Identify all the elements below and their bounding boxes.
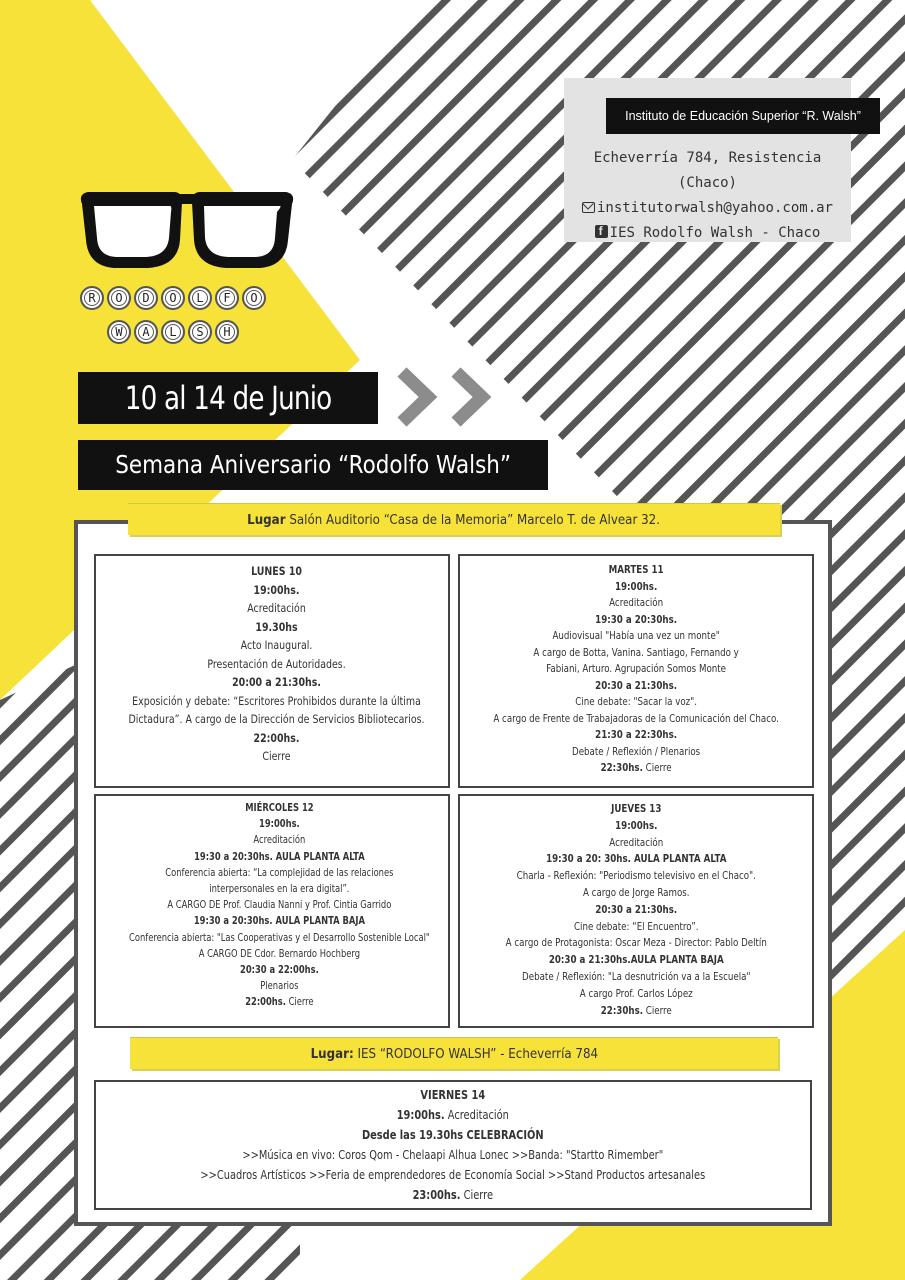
day-heading — [128, 562, 424, 581]
day-box-viernes — [94, 1080, 812, 1210]
schedule-text: Debate / Reflexión: "La desnutrición va a la Escuela" — [521, 970, 751, 983]
logo-letter-circle: O — [161, 286, 185, 310]
schedule-text: A cargo Prof. Carlos López — [579, 987, 693, 1000]
schedule-text: Debate / Reflexión / Plenarios — [571, 745, 701, 758]
schedule-line — [505, 935, 766, 952]
schedule-line — [129, 882, 430, 898]
venue-text: IES “RODOLFO WALSH” - Echeverría 784 — [357, 1046, 598, 1062]
logo-letter-circle: D — [134, 286, 158, 310]
schedule-text: Fabiani, Arturo. Agrupación Somos Monte — [546, 663, 726, 675]
schedule-text: Audiovisual "Había una vez un monte" — [552, 630, 720, 642]
schedule-text: Exposición y debate: “Escritores Prohibidos durante la última — [132, 693, 421, 708]
logo-letters-rodolfo — [80, 286, 266, 310]
schedule-time: 20:00 a 21:30hs. — [232, 675, 321, 689]
schedule-line — [128, 655, 424, 674]
schedule-line — [128, 673, 424, 692]
schedule-line — [128, 729, 424, 748]
schedule-text: >>Música en vivo: Coros Qom - Chelaapi Alhua Lonec >>Banda: "Startto Rimember" — [242, 1148, 664, 1162]
schedule-time: 19:00hs. — [259, 819, 300, 831]
schedule-line — [128, 636, 424, 655]
day-box-martes — [458, 554, 814, 788]
institute-email-row[interactable] — [564, 196, 851, 221]
facebook-icon — [595, 225, 608, 238]
date-text: 10 al 14 de Junio — [124, 379, 332, 417]
schedule-line — [128, 747, 424, 766]
logo-letter-circle: R — [80, 286, 104, 310]
schedule-line — [129, 914, 430, 930]
schedule-time: 19.30hs — [255, 619, 298, 634]
schedule-line — [201, 1145, 706, 1165]
schedule-text: Charla - Reflexión: "Periodismo televisivo en el Chaco". — [516, 870, 756, 883]
schedule-time: 22:00hs. — [245, 997, 286, 1009]
institute-facebook-row[interactable] — [564, 221, 851, 246]
schedule-line — [493, 628, 779, 645]
day-box-lunes — [94, 554, 450, 788]
schedule-text: Cierre — [642, 1004, 672, 1017]
schedule-text: Cine debate: “El Encuentro”. — [573, 920, 699, 933]
institute-email[interactable]: institutorwalsh@yahoo.com.ar — [596, 200, 833, 216]
glasses-logo-icon — [78, 186, 296, 272]
schedule-text: A CARGO DE Prof. Claudia Nanni y Prof. Cintia Garrido — [167, 900, 392, 912]
schedule-line — [505, 885, 766, 902]
schedule-time: JUEVES 13 — [610, 803, 662, 815]
schedule-line — [201, 1105, 706, 1125]
schedule-line — [505, 851, 766, 868]
schedule-line — [128, 710, 424, 729]
logo-letter-circle: S — [188, 320, 212, 344]
logo-letter-circle: O — [242, 286, 266, 310]
logo-letter-circle: W — [107, 320, 131, 344]
schedule-text: >>Cuadros Artísticos >>Feria de emprendedores de Economía Social >>Stand Productos artesanales — [200, 1168, 706, 1182]
schedule-time: MIÉRCOLES 12 — [245, 803, 314, 814]
schedule-text: Cierre — [285, 997, 314, 1009]
schedule-line — [505, 868, 766, 885]
schedule-line — [128, 581, 424, 600]
schedule-line — [129, 866, 430, 882]
schedule-text: Conferencia abierta: "Las Cooperativas y el Desarrollo Sostenible Local" — [129, 932, 430, 944]
schedule-line — [129, 947, 430, 963]
schedule-time: MARTES 11 — [608, 564, 664, 576]
schedule-text: A cargo de Frente de Trabajadoras de la Comunicación del Chaco. — [493, 712, 779, 725]
schedule-line — [201, 1165, 706, 1185]
schedule-text: Acreditación — [609, 836, 663, 849]
institute-address: Echeverría 784, Resistencia (Chaco) — [593, 150, 822, 191]
schedule-time: 22:30hs. — [600, 762, 643, 774]
venue-label: Lugar — [247, 512, 286, 528]
day-box-jueves — [458, 794, 814, 1028]
logo-letter-circle: L — [161, 320, 185, 344]
logo-letter-circle: O — [107, 286, 131, 310]
schedule-time: 20:30 a 21:30hs. — [595, 903, 677, 916]
institute-info-box — [564, 78, 861, 242]
schedule-line — [129, 850, 430, 866]
schedule-time: 19:30 a 20: 30hs. AULA PLANTA ALTA — [545, 853, 727, 866]
schedule-text: Cierre — [262, 749, 291, 763]
event-title: Semana Aniversario “Rodolfo Walsh” — [115, 450, 511, 479]
day-heading — [201, 1085, 706, 1105]
schedule-line — [128, 692, 424, 711]
event-title-banner — [78, 440, 548, 490]
logo-letter-circle: L — [188, 286, 212, 310]
schedule-line — [129, 995, 430, 1011]
schedule-text: Dictadura”. A cargo de la Dirección de Servicios Bibliotecarios. — [128, 712, 425, 726]
schedule-time: Desde las 19.30hs CELEBRACIÓN — [362, 1128, 544, 1142]
day-box-miercoles — [94, 794, 450, 1028]
schedule-line — [201, 1125, 706, 1145]
schedule-line — [493, 744, 779, 761]
schedule-time: 19:00hs. — [396, 1108, 445, 1122]
venue-banner-1 — [128, 503, 780, 535]
schedule-time: 20:30 a 22:00hs. — [240, 965, 319, 977]
date-banner — [78, 372, 378, 424]
schedule-text: interpersonales en la era digital”. — [209, 884, 350, 896]
schedule-line — [129, 898, 430, 914]
logo-letter-circle: H — [215, 320, 239, 344]
institute-facebook[interactable]: IES Rodolfo Walsh - Chaco — [609, 225, 821, 241]
schedule-line — [505, 902, 766, 919]
schedule-line — [129, 817, 430, 833]
logo-letters-walsh — [107, 320, 239, 344]
schedule-text: Acreditación — [444, 1108, 510, 1122]
schedule-text: A cargo de Protagonista: Oscar Meza - Director: Pablo Deltín — [505, 937, 767, 950]
schedule-time: 22:00hs. — [253, 730, 300, 745]
day-heading — [493, 562, 779, 579]
schedule-time: 19:30 a 20:30hs. — [595, 613, 677, 626]
mail-icon — [582, 202, 595, 213]
schedule-text: Acreditación — [609, 597, 663, 609]
schedule-time: 19:00hs. — [253, 582, 300, 597]
schedule-line — [505, 952, 766, 969]
schedule-line — [493, 579, 779, 596]
day-heading — [129, 801, 430, 817]
schedule-line — [129, 963, 430, 979]
schedule-line — [493, 661, 779, 678]
venue-text: Salón Auditorio “Casa de la Memoria” Marcelo T. de Alvear 32. — [289, 512, 661, 528]
schedule-time: VIERNES 14 — [420, 1088, 486, 1102]
schedule-line — [128, 618, 424, 637]
schedule-line — [505, 986, 766, 1003]
venue-banner-2 — [130, 1037, 778, 1069]
schedule-time: 19:00hs. — [614, 580, 658, 593]
institute-name: Instituto de Educación Superior “R. Walsh” — [606, 98, 880, 134]
schedule-text: Acto Inaugural. — [240, 638, 313, 652]
logo-letter-circle: F — [215, 286, 239, 310]
schedule-line — [493, 612, 779, 629]
schedule-time: 20:30 a 21:30hs.AULA PLANTA BAJA — [548, 954, 724, 967]
schedule-line — [129, 931, 430, 947]
double-chevron-icon — [392, 366, 502, 428]
schedule-line — [493, 694, 779, 711]
schedule-text: Plenarios — [260, 981, 299, 993]
schedule-line — [493, 595, 779, 612]
schedule-line — [128, 599, 424, 618]
schedule-line — [493, 727, 779, 744]
schedule-text: Cine debate: "Sacar la voz". — [575, 696, 697, 708]
schedule-line — [201, 1185, 706, 1205]
schedule-line — [505, 1003, 766, 1020]
logo-letter-circle: A — [134, 320, 158, 344]
schedule-line — [129, 833, 430, 849]
schedule-text: Cierre — [642, 762, 672, 774]
schedule-text: Cierre — [460, 1188, 494, 1202]
schedule-time: 19:30 a 20:30hs. AULA PLANTA BAJA — [193, 916, 365, 928]
schedule-line — [493, 760, 779, 777]
schedule-line — [493, 678, 779, 695]
schedule-time: 20:30 a 21:30hs. — [595, 679, 677, 692]
schedule-line — [505, 969, 766, 986]
schedule-time: 19:00hs. — [614, 819, 658, 832]
schedule-time: 21:30 a 22:30hs. — [595, 729, 677, 741]
schedule-text: A cargo de Jorge Ramos. — [582, 886, 690, 899]
schedule-text: A cargo de Botta, Vanina. Santiago, Fernando y — [533, 646, 739, 659]
schedule-line — [493, 711, 779, 728]
schedule-text: A CARGO DE Cdor. Bernardo Hochberg — [198, 948, 361, 960]
schedule-time: 23:00hs. — [412, 1188, 461, 1202]
schedule-text: Acreditación — [253, 835, 306, 847]
schedule-line — [505, 818, 766, 835]
venue-label: Lugar: — [310, 1046, 354, 1062]
schedule-time: LUNES 10 — [251, 564, 302, 578]
schedule-text: Presentación de Autoridades. — [207, 656, 346, 671]
schedule-time: 19:30 a 20:30hs. AULA PLANTA ALTA — [194, 851, 365, 863]
schedule-time: 22:30hs. — [600, 1004, 643, 1017]
day-heading — [505, 801, 766, 818]
schedule-line — [505, 919, 766, 936]
schedule-text: Conferencia abierta: “La complejidad de las relaciones — [165, 867, 394, 879]
schedule-line — [493, 645, 779, 662]
schedule-line — [129, 979, 430, 995]
schedule-line — [505, 835, 766, 852]
schedule-text: Acreditación — [247, 601, 306, 615]
